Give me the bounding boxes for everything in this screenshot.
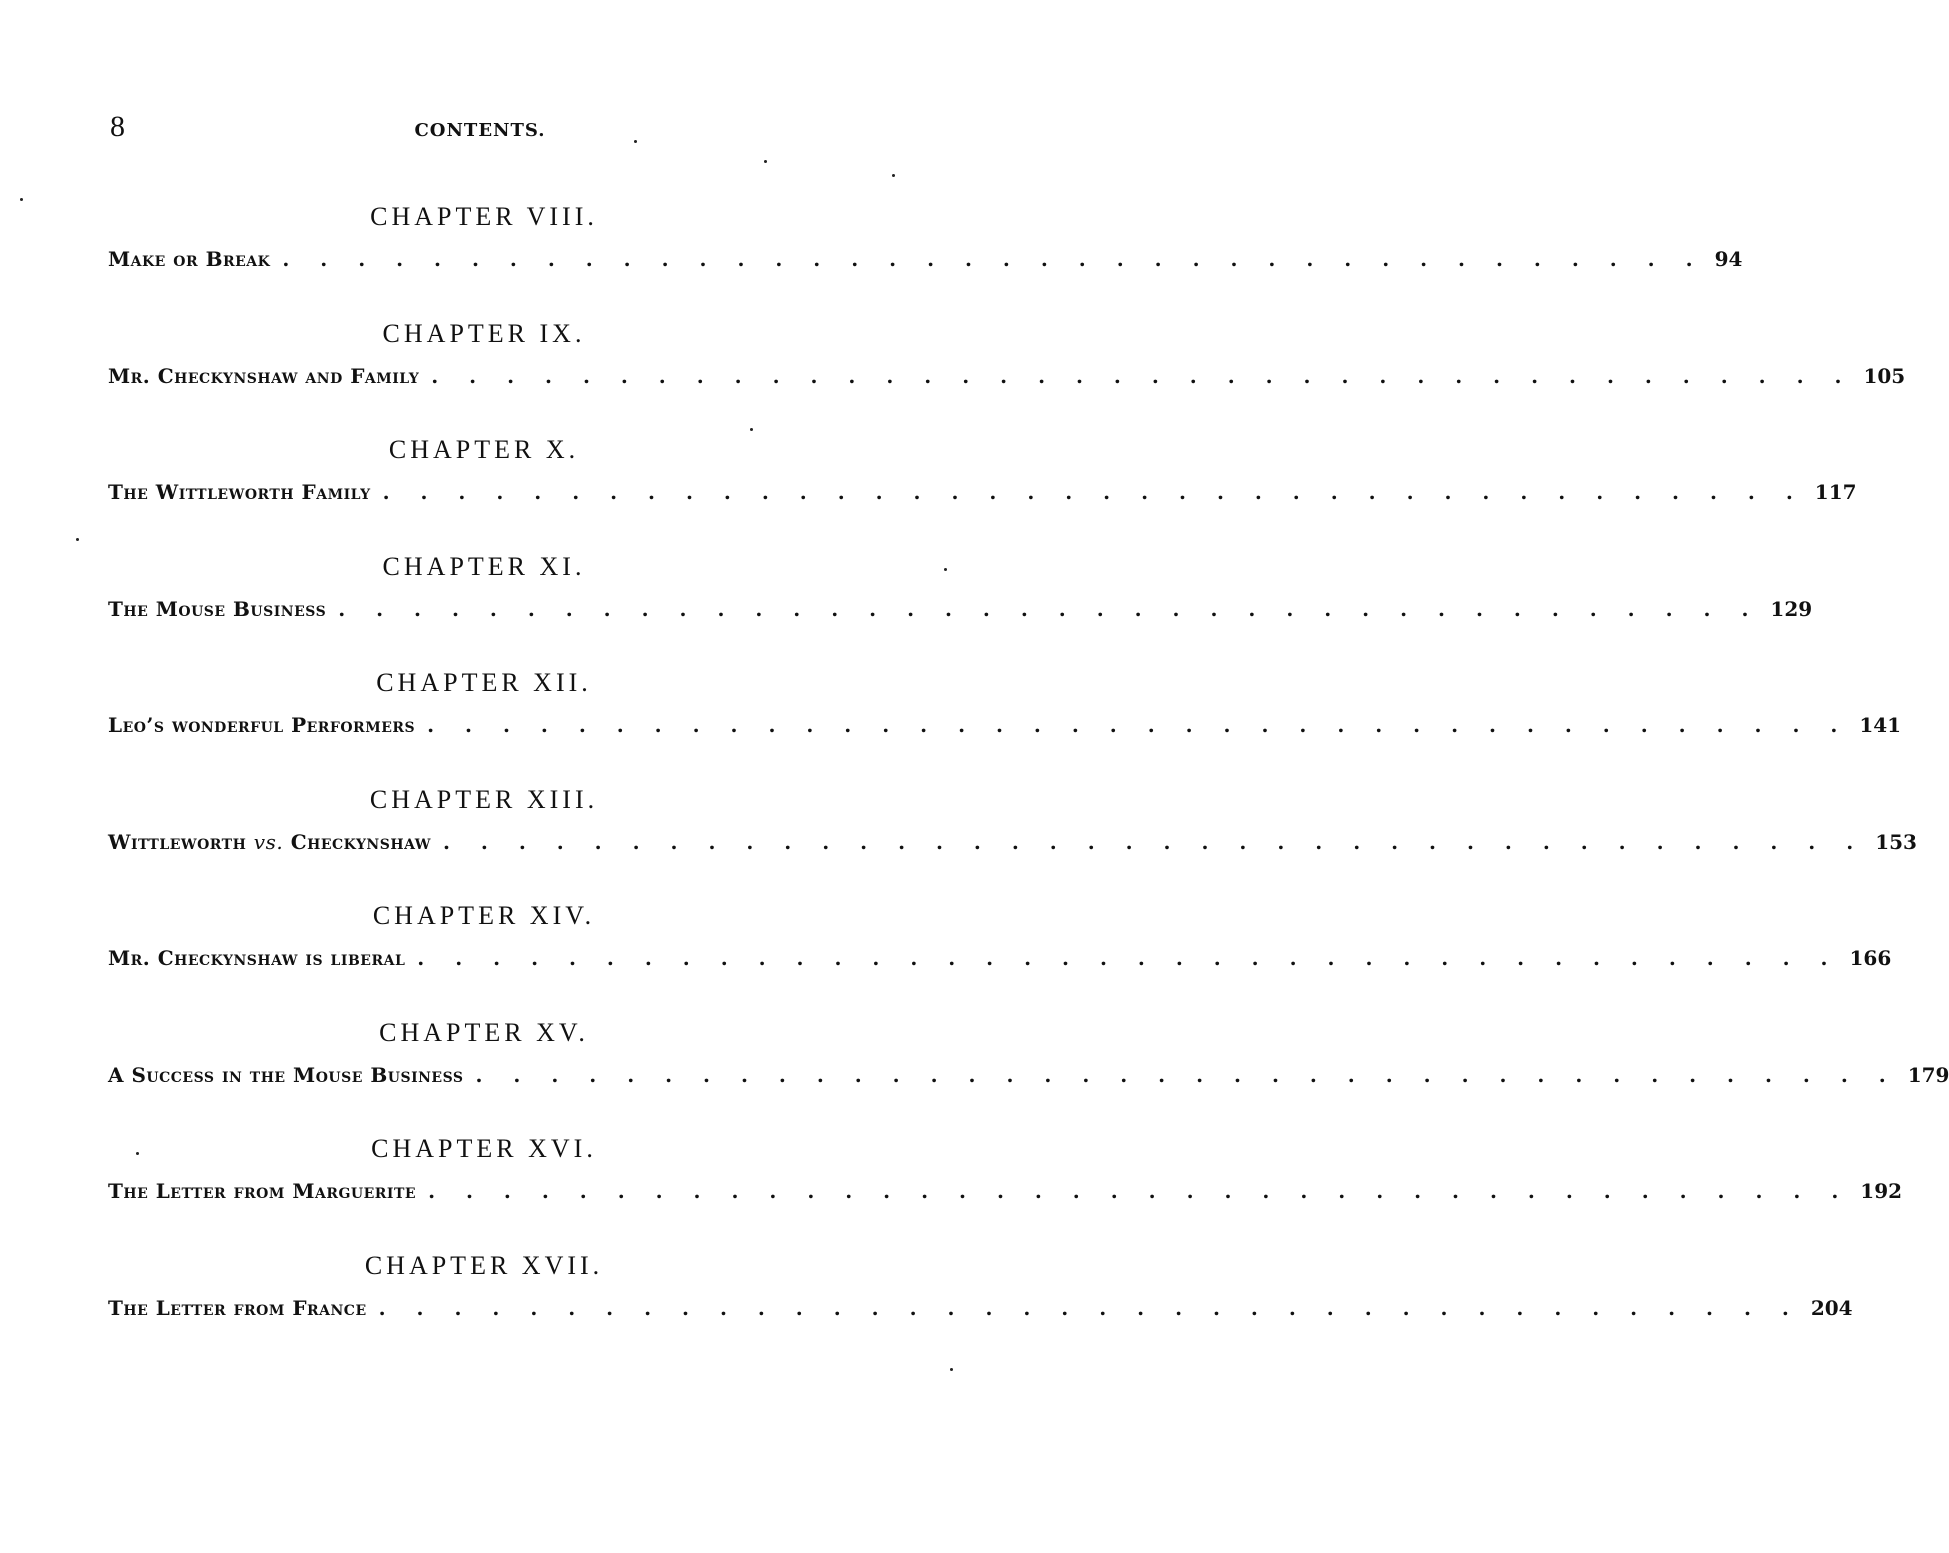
toc-entry	[108, 1171, 1903, 1211]
chapter-9	[108, 312, 1906, 429]
dot-leader: . . . . . . . . . . . . . . . . . . . . . . . . . . . . . . . . . . . . . .	[338, 596, 1761, 621]
entry-page-number: 117	[1814, 480, 1857, 504]
chapter-12	[108, 661, 1902, 778]
entry-page-number: 129	[1770, 596, 1813, 621]
entry-title: The Wittleworth Family	[108, 480, 371, 504]
entry-title: The Letter from Marguerite	[108, 1179, 417, 1203]
scan-speck	[76, 538, 79, 541]
dot-leader: . . . . . . . . . . . . . . . . . . . . . . . . . . . . . . . . . . . . . .	[417, 946, 1840, 970]
page-number: 8	[110, 110, 125, 143]
entry-title: Leo’s wonderful Performers	[108, 713, 416, 737]
entry-title-part: Wittleworth	[108, 829, 247, 854]
entry-title-part: Checkynshaw	[290, 829, 431, 854]
dot-leader: . . . . . . . . . . . . . . . . . . . . . . . . . . . . . . . . . . . . . .	[442, 829, 1866, 854]
toc-entry	[108, 822, 1917, 862]
entry-page-number: 204	[1810, 1295, 1853, 1320]
running-title: CONTENTS.	[414, 120, 546, 141]
toc-entry	[108, 1055, 1949, 1095]
entry-title: Make or Break	[108, 247, 271, 271]
dot-leader: . . . . . . . . . . . . . . . . . . . . . . . . . . . . . . . . . . . . . .	[428, 1179, 1851, 1203]
entry-title: The Letter from France	[108, 1295, 367, 1320]
entry-page-number: 166	[1849, 946, 1892, 970]
chapter-heading: CHAPTER XIII.	[369, 784, 599, 814]
chapter-14	[108, 894, 1892, 1011]
entry-page-number: 179	[1907, 1062, 1949, 1087]
entry-page-number: 94	[1714, 247, 1743, 271]
toc-entry	[108, 472, 1857, 512]
toc-entry	[108, 705, 1902, 745]
entry-page-number: 153	[1875, 829, 1917, 854]
entry-title: A Success in the Mouse Business	[108, 1062, 464, 1087]
chapter-17	[108, 1244, 1853, 1361]
chapter-heading: CHAPTER XIV.	[372, 901, 596, 930]
chapter-10	[108, 428, 1857, 545]
entry-title: Mr. Checkynshaw and Family	[108, 363, 420, 388]
chapter-heading: CHAPTER XVI.	[371, 1134, 597, 1163]
chapter-11	[108, 545, 1813, 662]
chapter-heading: CHAPTER XVII.	[364, 1250, 604, 1280]
entry-title: Mr. Checkynshaw is liberal	[108, 946, 406, 970]
scan-speck	[892, 174, 895, 177]
scan-speck	[136, 1152, 139, 1155]
entry-title: The Mouse Business	[108, 596, 327, 621]
dot-leader: . . . . . . . . . . . . . . . . . . . . . . . . . . . . . . . . . . . . . .	[282, 247, 1705, 271]
scan-speck	[634, 140, 637, 143]
dot-leader: . . . . . . . . . . . . . . . . . . . . . . . . . . . . . . . . . . . . . .	[475, 1062, 1898, 1087]
chapter-16	[108, 1127, 1903, 1244]
chapter-15	[108, 1011, 1949, 1128]
toc-entry	[108, 239, 1743, 279]
scan-speck	[944, 568, 947, 571]
chapter-heading: CHAPTER XV.	[379, 1017, 589, 1047]
scan-speck	[764, 160, 767, 163]
chapter-8	[108, 195, 1743, 312]
toc-entry	[108, 356, 1906, 396]
chapter-heading: CHAPTER XI.	[382, 551, 586, 581]
scan-speck	[950, 1368, 953, 1371]
entry-title	[108, 822, 431, 862]
chapter-heading: CHAPTER X.	[388, 435, 580, 464]
dot-leader: . . . . . . . . . . . . . . . . . . . . . . . . . . . . . . . . . . . . . .	[382, 480, 1805, 504]
chapter-heading: CHAPTER XII.	[376, 668, 592, 697]
entry-page-number: 192	[1860, 1179, 1903, 1203]
scan-speck	[20, 198, 23, 201]
dot-leader: . . . . . . . . . . . . . . . . . . . . . . . . . . . . . . . . . . . . . .	[378, 1295, 1801, 1320]
dot-leader: . . . . . . . . . . . . . . . . . . . . . . . . . . . . . . . . . . . . . .	[431, 363, 1854, 388]
entry-title-italic: vs.	[253, 829, 284, 854]
toc-entry	[108, 1288, 1853, 1328]
chapter-heading: CHAPTER VIII.	[370, 202, 598, 231]
chapter-13	[108, 778, 1917, 895]
entry-page-number: 141	[1859, 713, 1902, 737]
dot-leader: . . . . . . . . . . . . . . . . . . . . . . . . . . . . . . . . . . . . . .	[427, 713, 1850, 737]
chapter-heading: CHAPTER IX.	[382, 318, 586, 348]
page-header	[110, 110, 850, 150]
scan-speck	[750, 428, 753, 431]
toc-entry	[108, 589, 1813, 629]
entry-page-number: 105	[1863, 363, 1906, 388]
toc-entry	[108, 938, 1892, 978]
table-of-contents	[108, 195, 1949, 1360]
